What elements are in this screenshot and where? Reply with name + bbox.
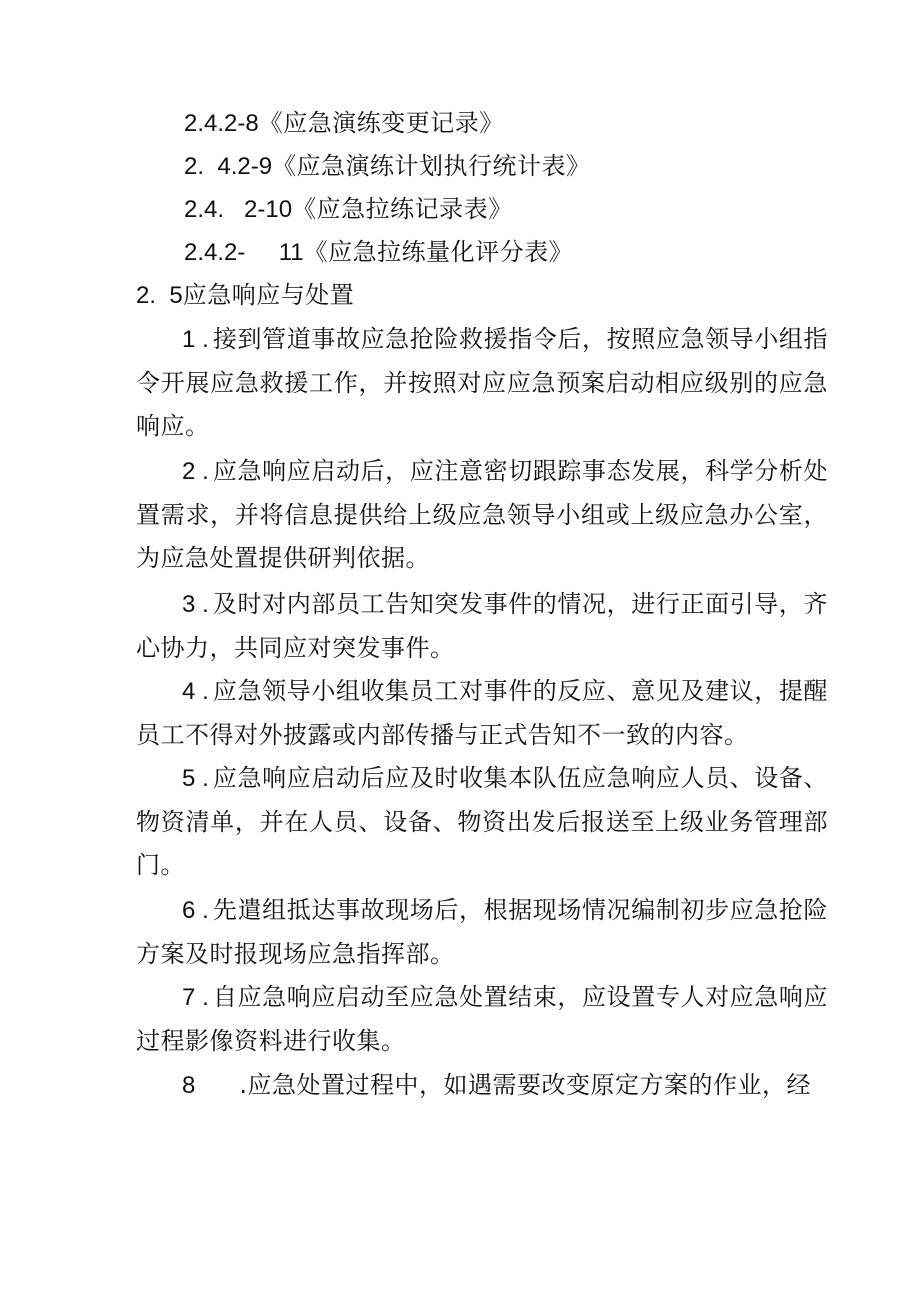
form-item-2-4-2-11 [184,237,573,268]
paragraph-1 [136,318,828,449]
paragraph-4 [136,670,828,757]
paragraph-text: .应急处置过程中，如遇需要改变原定方案的作业，经 [239,1071,811,1099]
paragraph-text: 应急领导小组收集员工对事件的反应、意见及建议，提醒员工不得对外披露或内部传播与正式告知不一致的内容。 [136,677,828,749]
form-item-number: 2.4.2-8 [184,110,259,137]
form-item-2-4-2-10 [184,194,513,225]
paragraph-2 [136,450,828,581]
paragraph-number: 8 [182,1072,196,1099]
paragraph-text: 先遣组抵达事故现场后，根据现场情况编制初步应急抢险方案及时报现场应急指挥部。 [136,896,828,968]
paragraph-5 [136,757,828,888]
form-item-number: 2. 4.2-9 [184,153,273,180]
form-item-title: 《应急演练计划执行统计表》 [272,152,591,180]
paragraph-number: 5 . [182,765,209,792]
section-number: 2. 5 [136,282,183,309]
paragraph-number: 4 . [182,678,209,705]
form-item-2-4-2-8 [184,108,504,139]
form-item-title: 《应急演练变更记录》 [258,109,504,137]
paragraph-text: 及时对内部员工告知突发事件的情况，进行正面引导，齐心协力，共同应对突发事件。 [136,590,828,662]
paragraph-number: 2 . [182,458,209,485]
form-item-title: 《应急拉练记录表》 [292,195,513,223]
paragraph-text: 接到管道事故应急抢险救援指令后，按照应急领导小组指令开展应急救援工作，并按照对应应急预案启动相应级别的应急响应。 [136,325,828,440]
form-item-title: 《应急拉练量化评分表》 [303,238,574,266]
section-heading-2-5 [136,280,354,311]
paragraph-6 [136,889,828,976]
form-item-number: 2.4. 2-10 [184,196,293,223]
form-item-number: 2.4.2- 11 [184,239,304,266]
paragraph-8 [136,1064,828,1108]
paragraph-7 [136,976,828,1063]
form-item-2-4-2-9 [184,151,591,182]
paragraph-3 [136,583,828,670]
paragraph-text: 应急响应启动后，应注意密切跟踪事态发展，科学分析处置需求，并将信息提供给上级应急领导小组或上级应急办公室，为应急处置提供研判依据。 [136,457,828,572]
paragraph-text: 自应急响应启动至应急处置结束，应设置专人对应急响应过程影像资料进行收集。 [136,983,828,1055]
paragraph-number: 7 . [182,984,209,1011]
paragraph-number: 3 . [182,591,209,618]
section-title: 应急响应与处置 [182,281,355,309]
paragraph-number: 6 . [182,897,209,924]
paragraph-number: 1 . [182,326,209,353]
paragraph-text: 应急响应启动后应及时收集本队伍应急响应人员、设备、物资清单，并在人员、设备、物资出发后报送至上级业务管理部门。 [136,764,828,879]
